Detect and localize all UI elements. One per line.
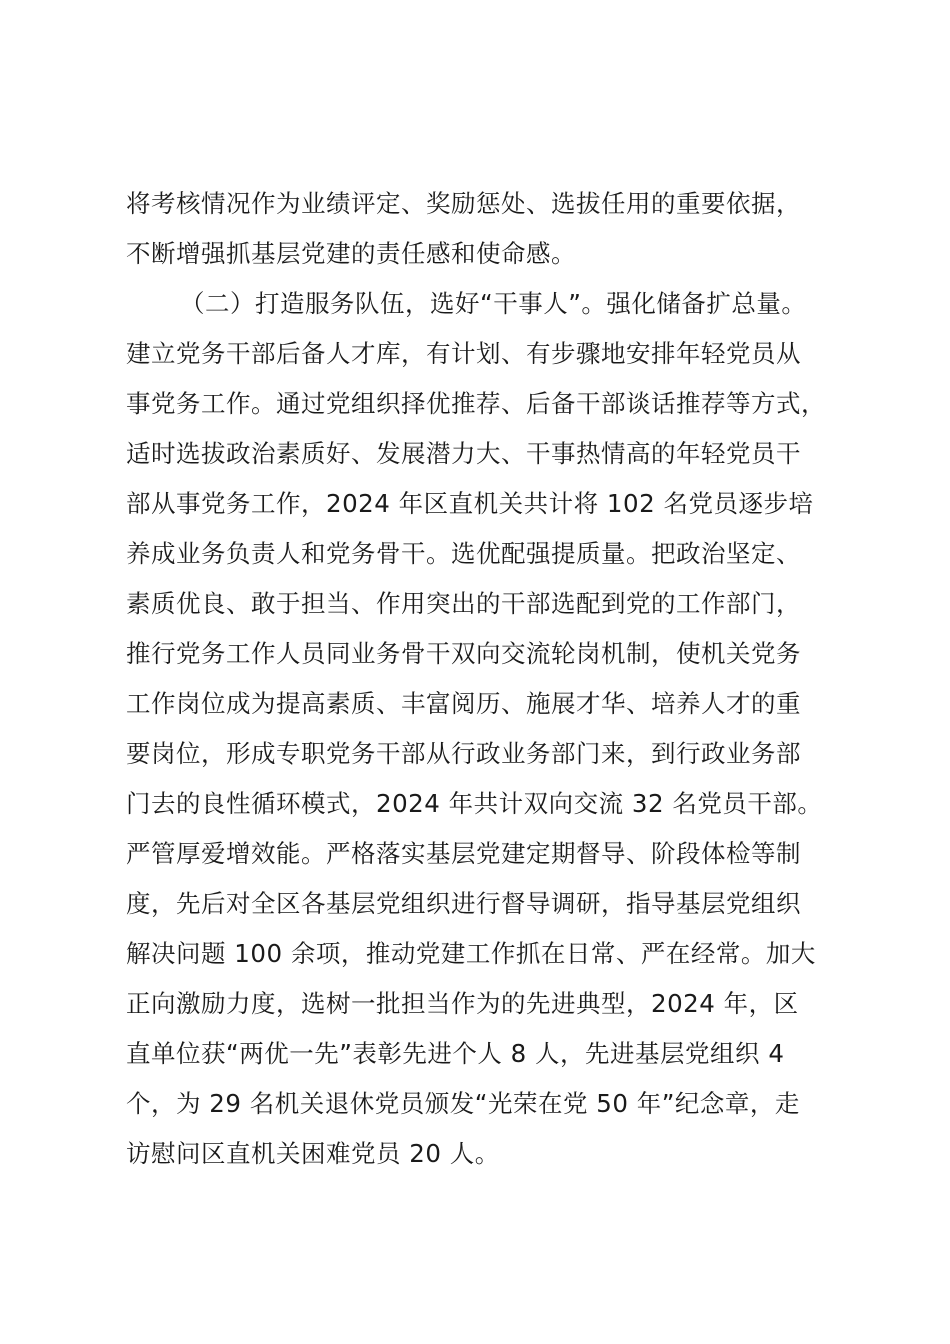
text-line: 部从事党务工作，2024 年区直机关共计将 102 名党员逐步培: [126, 489, 814, 518]
text-line: 素质优良、敢于担当、作用突出的干部选配到党的工作部门，: [126, 589, 801, 618]
text-line: 访慰问区直机关困难党员 20 人。: [126, 1139, 500, 1168]
text-line: 建立党务干部后备人才库，有计划、有步骤地安排年轻党员从: [126, 339, 801, 368]
text-line: 工作岗位成为提高素质、丰富阅历、施展才华、培养人才的重: [126, 689, 801, 718]
text-line: 严管厚爱增效能。严格落实基层党建定期督导、阶段体检等制: [126, 839, 801, 868]
text-line: 养成业务负责人和党务骨干。选优配强提质量。把政治坚定、: [126, 539, 801, 568]
text-line: 度，先后对全区各基层党组织进行督导调研，指导基层党组织: [126, 889, 801, 918]
text-line: 将考核情况作为业绩评定、奖励惩处、选拔任用的重要依据，: [126, 189, 801, 218]
text-line: 个，为 29 名机关退休党员颁发“光荣在党 50 年”纪念章，走: [126, 1089, 800, 1118]
text-line: 适时选拔政治素质好、发展潜力大、干事热情高的年轻党员干: [126, 439, 801, 468]
text-line: 事党务工作。通过党组织择优推荐、后备干部谈话推荐等方式，: [126, 389, 826, 418]
text-line: 门去的良性循环模式，2024 年共计双向交流 32 名党员干部。: [126, 789, 823, 818]
text-line: 解决问题 100 余项，推动党建工作抓在日常、严在经常。加大: [126, 939, 816, 968]
text-line: 推行党务工作人员同业务骨干双向交流轮岗机制，使机关党务: [126, 639, 801, 668]
text-line: 要岗位，形成专职党务干部从行政业务部门来，到行政业务部: [126, 739, 801, 768]
section-heading-line: （二）打造服务队伍，选好“干事人”。强化储备扩总量。: [180, 289, 807, 318]
text-line: 正向激励力度，选树一批担当作为的先进典型，2024 年，区: [126, 989, 799, 1018]
text-line: 直单位获“两优一先”表彰先进个人 8 人，先进基层党组织 4: [126, 1039, 785, 1068]
text-line: 不断增强抓基层党建的责任感和使命感。: [126, 239, 576, 268]
